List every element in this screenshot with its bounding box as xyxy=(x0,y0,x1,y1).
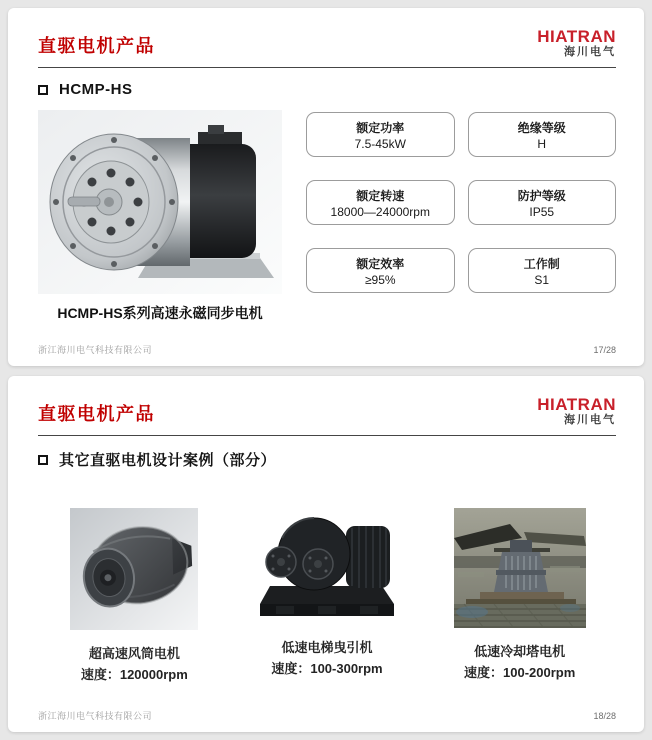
cooling-tower-motor-photo xyxy=(454,508,586,628)
hcmp-hs-motor-photo xyxy=(38,110,282,294)
brand-logo xyxy=(537,26,616,58)
spec-value: ≥95% xyxy=(364,272,396,287)
logo-subtext: 海川电气 xyxy=(564,45,616,58)
title-divider xyxy=(38,67,616,68)
case-gallery xyxy=(38,508,616,683)
spec-value: 18000—24000rpm xyxy=(330,204,430,219)
case-name: 低速冷却塔电机 xyxy=(474,644,566,660)
slide-1-footer xyxy=(38,343,616,356)
spec-box-rated-efficiency xyxy=(306,248,455,293)
spec-label: 防护等级 xyxy=(517,188,566,203)
case-item-elevator-traction-machine xyxy=(231,508,424,683)
brand-logo xyxy=(537,394,616,426)
product-figure xyxy=(38,110,290,323)
footer-company: 浙江海川电气科技有限公司 xyxy=(38,345,153,355)
page-number: 17/28 xyxy=(593,345,616,355)
spec-box-duty-cycle xyxy=(468,248,617,293)
spec-value: H xyxy=(537,136,547,151)
case-item-duct-fan-motor xyxy=(38,508,231,683)
photo-caption: HCMP-HS系列高速永磁同步电机 xyxy=(57,305,263,322)
slide-2-inner xyxy=(8,376,644,732)
slide-1-content xyxy=(38,110,616,323)
logo-wordmark: HIATRAN xyxy=(537,395,616,414)
spec-box-rated-speed xyxy=(306,180,455,225)
footer-company: 浙江海川电气科技有限公司 xyxy=(38,711,153,721)
spec-grid xyxy=(306,112,616,323)
slide-1-inner xyxy=(8,8,644,366)
spec-label: 额定效率 xyxy=(356,256,405,271)
section-heading: HCMP-HS xyxy=(59,81,133,99)
title-divider xyxy=(38,435,616,436)
case-speed: 速度：120000rpm xyxy=(80,667,188,683)
case-speed: 速度：100-300rpm xyxy=(271,661,383,677)
square-bullet-icon xyxy=(38,85,48,95)
page-number: 18/28 xyxy=(593,711,616,721)
slide-2 xyxy=(8,376,644,732)
square-bullet-icon xyxy=(38,455,48,465)
spec-label: 绝缘等级 xyxy=(517,120,566,135)
slide-1-header xyxy=(38,26,616,58)
spec-box-rated-power xyxy=(306,112,455,157)
spec-value: S1 xyxy=(534,272,550,287)
page-title: 直驱电机产品 xyxy=(38,404,155,424)
spec-box-protection-class xyxy=(468,180,617,225)
case-name: 超高速风筒电机 xyxy=(88,646,180,662)
section-row xyxy=(38,449,616,470)
spec-value: IP55 xyxy=(529,204,555,219)
spec-value: 7.5-45kW xyxy=(354,136,406,151)
case-speed: 速度：100-200rpm xyxy=(464,665,576,681)
slide-2-header xyxy=(38,394,616,426)
spec-label: 工作制 xyxy=(523,256,560,271)
logo-subtext: 海川电气 xyxy=(564,413,616,426)
section-row xyxy=(38,81,616,98)
case-item-cooling-tower-motor xyxy=(423,508,616,683)
duct-fan-motor-photo xyxy=(70,508,198,630)
slide-1 xyxy=(8,8,644,366)
case-name: 低速电梯曳引机 xyxy=(281,640,373,656)
logo-wordmark: HIATRAN xyxy=(537,27,616,46)
spec-box-insulation-class xyxy=(468,112,617,157)
section-heading: 其它直驱电机设计案例（部分） xyxy=(59,452,277,470)
page-title: 直驱电机产品 xyxy=(38,36,155,56)
spec-label: 额定功率 xyxy=(356,120,405,135)
elevator-traction-machine-photo xyxy=(254,508,400,624)
spec-label: 额定转速 xyxy=(356,188,405,203)
slide-2-footer xyxy=(38,709,616,722)
